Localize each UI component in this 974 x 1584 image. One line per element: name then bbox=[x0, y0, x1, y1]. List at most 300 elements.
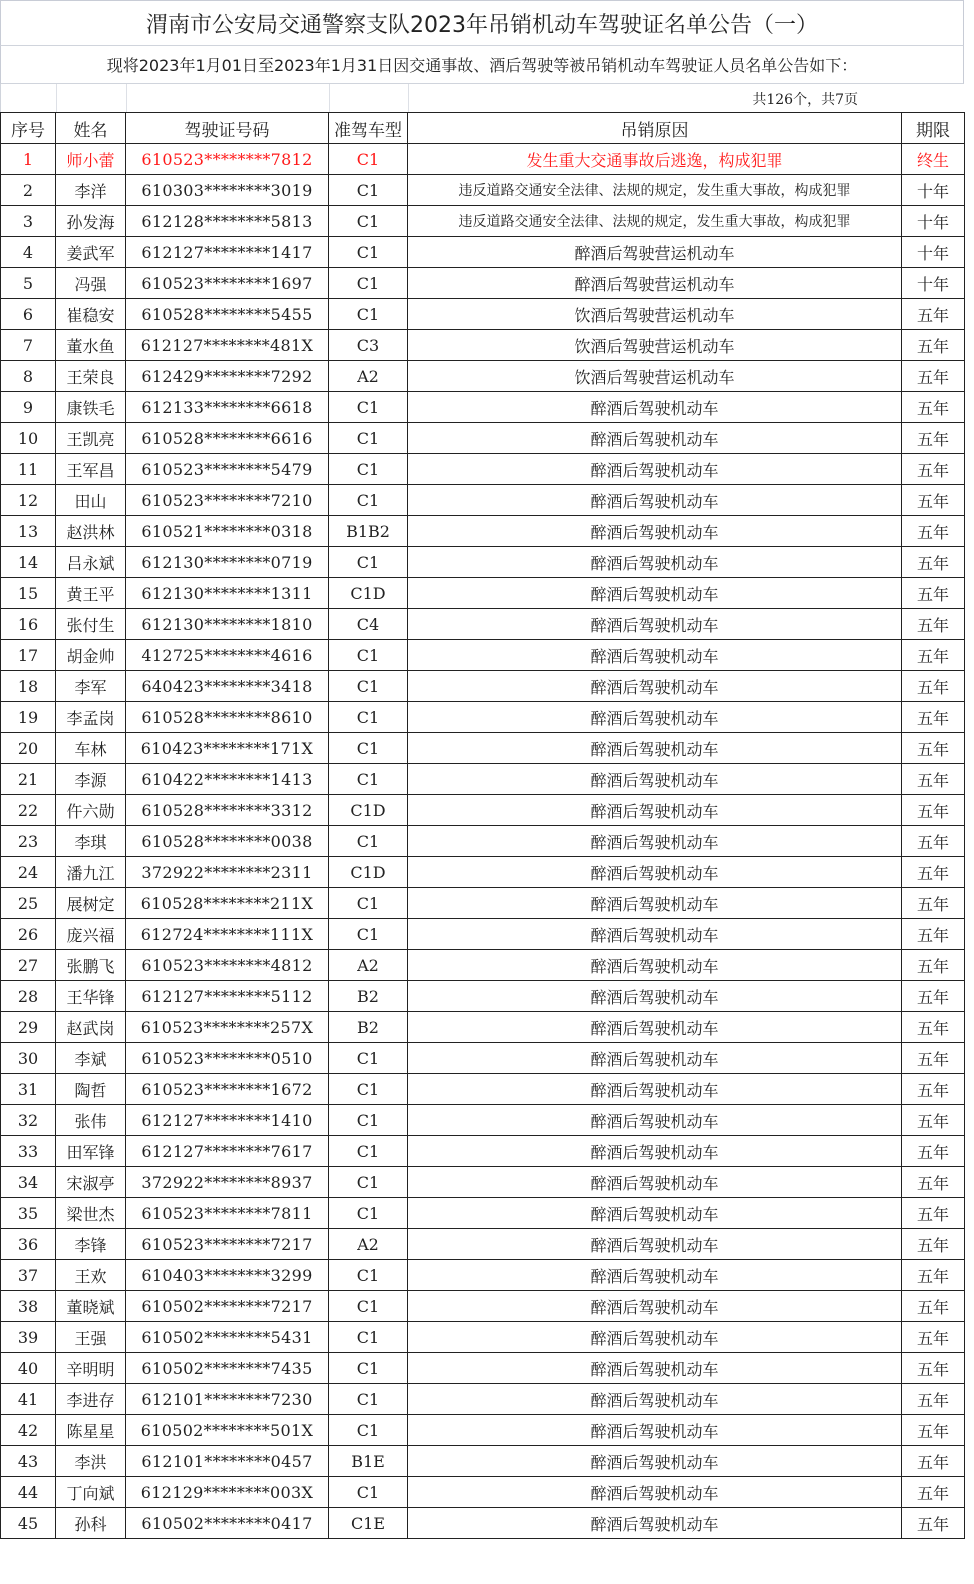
cell-vehicle-class: C1 bbox=[329, 1074, 408, 1105]
cell-license-number: 610528********211X bbox=[126, 888, 329, 919]
cell-reason: 醉酒后驾驶机动车 bbox=[408, 516, 902, 547]
cell-license-number: 372922********8937 bbox=[126, 1167, 329, 1198]
cell-reason: 醉酒后驾驶机动车 bbox=[408, 1384, 902, 1415]
cell-license-number: 610523********7217 bbox=[126, 1229, 329, 1260]
cell-index: 37 bbox=[1, 1260, 56, 1291]
cell-vehicle-class: C1D bbox=[329, 857, 408, 888]
cell-license-number: 612101********7230 bbox=[126, 1384, 329, 1415]
table-row bbox=[1, 671, 965, 702]
header-index: 序号 bbox=[1, 113, 56, 144]
cell-license-number: 610502********0417 bbox=[126, 1508, 329, 1539]
cell-duration: 五年 bbox=[902, 950, 965, 981]
cell-vehicle-class: C1 bbox=[329, 268, 408, 299]
cell-reason: 醉酒后驾驶机动车 bbox=[408, 609, 902, 640]
revocation-table bbox=[0, 112, 965, 1539]
cell-name: 李斌 bbox=[56, 1043, 126, 1074]
table-row bbox=[1, 206, 965, 237]
header-vehicle-class: 准驾车型 bbox=[329, 113, 408, 144]
cell-vehicle-class: C1 bbox=[329, 144, 408, 175]
cell-reason: 醉酒后驾驶机动车 bbox=[408, 1322, 902, 1353]
table-row bbox=[1, 609, 965, 640]
cell-name: 董水鱼 bbox=[56, 330, 126, 361]
cell-license-number: 610528********8610 bbox=[126, 702, 329, 733]
cell-license-number: 612101********0457 bbox=[126, 1446, 329, 1477]
cell-reason: 违反道路交通安全法律、法规的规定，发生重大事故，构成犯罪 bbox=[408, 206, 902, 237]
cell-reason: 饮酒后驾驶营运机动车 bbox=[408, 361, 902, 392]
cell-license-number: 612429********7292 bbox=[126, 361, 329, 392]
cell-reason: 醉酒后驾驶机动车 bbox=[408, 547, 902, 578]
cell-license-number: 610423********171X bbox=[126, 733, 329, 764]
cell-duration: 五年 bbox=[902, 671, 965, 702]
cell-reason: 醉酒后驾驶机动车 bbox=[408, 764, 902, 795]
cell-name: 王欢 bbox=[56, 1260, 126, 1291]
cell-name: 黄王平 bbox=[56, 578, 126, 609]
cell-reason: 醉酒后驾驶营运机动车 bbox=[408, 237, 902, 268]
cell-reason: 醉酒后驾驶机动车 bbox=[408, 1043, 902, 1074]
cell-reason: 醉酒后驾驶机动车 bbox=[408, 950, 902, 981]
cell-vehicle-class: C1 bbox=[329, 1384, 408, 1415]
cell-vehicle-class: C1 bbox=[329, 1415, 408, 1446]
table-row bbox=[1, 950, 965, 981]
cell-index: 9 bbox=[1, 392, 56, 423]
table-row bbox=[1, 330, 965, 361]
cell-duration: 五年 bbox=[902, 919, 965, 950]
cell-duration: 五年 bbox=[902, 1477, 965, 1508]
cell-license-number: 412725********4616 bbox=[126, 640, 329, 671]
table-header bbox=[1, 113, 965, 144]
cell-name: 张伟 bbox=[56, 1105, 126, 1136]
cell-reason: 醉酒后驾驶机动车 bbox=[408, 1291, 902, 1322]
table-row bbox=[1, 1167, 965, 1198]
cell-license-number: 612130********1311 bbox=[126, 578, 329, 609]
cell-name: 陈星星 bbox=[56, 1415, 126, 1446]
cell-duration: 五年 bbox=[902, 640, 965, 671]
cell-reason: 醉酒后驾驶机动车 bbox=[408, 1508, 902, 1539]
cell-name: 陶哲 bbox=[56, 1074, 126, 1105]
header-reason: 吊销原因 bbox=[408, 113, 902, 144]
cell-license-number: 610523********5479 bbox=[126, 454, 329, 485]
table-row bbox=[1, 1043, 965, 1074]
cell-index: 15 bbox=[1, 578, 56, 609]
cell-license-number: 612127********7617 bbox=[126, 1136, 329, 1167]
cell-license-number: 612127********5112 bbox=[126, 981, 329, 1012]
cell-duration: 五年 bbox=[902, 454, 965, 485]
cell-index: 44 bbox=[1, 1477, 56, 1508]
cell-duration: 五年 bbox=[902, 361, 965, 392]
cell-duration: 五年 bbox=[902, 1167, 965, 1198]
table-row bbox=[1, 144, 965, 175]
cell-name: 崔稳安 bbox=[56, 299, 126, 330]
cell-index: 13 bbox=[1, 516, 56, 547]
cell-duration: 五年 bbox=[902, 1260, 965, 1291]
cell-vehicle-class: C1 bbox=[329, 299, 408, 330]
cell-name: 王凯亮 bbox=[56, 423, 126, 454]
header-license-number: 驾驶证号码 bbox=[126, 113, 329, 144]
cell-name: 梁世杰 bbox=[56, 1198, 126, 1229]
table-row bbox=[1, 857, 965, 888]
cell-vehicle-class: B1B2 bbox=[329, 516, 408, 547]
cell-license-number: 610523********1672 bbox=[126, 1074, 329, 1105]
cell-reason: 醉酒后驾驶机动车 bbox=[408, 1477, 902, 1508]
cell-vehicle-class: C1 bbox=[329, 1291, 408, 1322]
cell-reason: 醉酒后驾驶机动车 bbox=[408, 1260, 902, 1291]
cell-vehicle-class: C1D bbox=[329, 578, 408, 609]
cell-duration: 五年 bbox=[902, 516, 965, 547]
table-row bbox=[1, 392, 965, 423]
table-row bbox=[1, 1477, 965, 1508]
cell-duration: 五年 bbox=[902, 1043, 965, 1074]
table-row bbox=[1, 516, 965, 547]
cell-name: 仵六勋 bbox=[56, 795, 126, 826]
cell-index: 41 bbox=[1, 1384, 56, 1415]
cell-vehicle-class: C1 bbox=[329, 392, 408, 423]
cell-name: 李锋 bbox=[56, 1229, 126, 1260]
cell-reason: 醉酒后驾驶机动车 bbox=[408, 733, 902, 764]
cell-index: 22 bbox=[1, 795, 56, 826]
cell-reason: 醉酒后驾驶机动车 bbox=[408, 454, 902, 485]
subtitle: 现将2023年1月01日至2023年1月31日因交通事故、酒后驾驶等被吊销机动车驾驶证人员名单公告如下： bbox=[0, 46, 964, 84]
cell-vehicle-class: C1 bbox=[329, 826, 408, 857]
cell-vehicle-class: C1 bbox=[329, 485, 408, 516]
table-row bbox=[1, 1291, 965, 1322]
table-row bbox=[1, 361, 965, 392]
cell-name: 辛明明 bbox=[56, 1353, 126, 1384]
table-row bbox=[1, 1074, 965, 1105]
cell-index: 11 bbox=[1, 454, 56, 485]
cell-name: 庞兴福 bbox=[56, 919, 126, 950]
cell-index: 25 bbox=[1, 888, 56, 919]
cell-name: 李琪 bbox=[56, 826, 126, 857]
cell-reason: 醉酒后驾驶机动车 bbox=[408, 423, 902, 454]
cell-reason: 醉酒后驾驶机动车 bbox=[408, 1415, 902, 1446]
cell-index: 36 bbox=[1, 1229, 56, 1260]
table-row bbox=[1, 1446, 965, 1477]
table-row bbox=[1, 1012, 965, 1043]
cell-name: 李孟岗 bbox=[56, 702, 126, 733]
cell-license-number: 612127********1410 bbox=[126, 1105, 329, 1136]
cell-index: 31 bbox=[1, 1074, 56, 1105]
cell-license-number: 610403********3299 bbox=[126, 1260, 329, 1291]
table-row bbox=[1, 237, 965, 268]
cell-name: 王荣良 bbox=[56, 361, 126, 392]
cell-reason: 醉酒后驾驶机动车 bbox=[408, 1136, 902, 1167]
cell-vehicle-class: C1 bbox=[329, 1260, 408, 1291]
table-row bbox=[1, 795, 965, 826]
cell-license-number: 612133********6618 bbox=[126, 392, 329, 423]
cell-duration: 五年 bbox=[902, 733, 965, 764]
cell-reason: 醉酒后驾驶营运机动车 bbox=[408, 268, 902, 299]
cell-license-number: 640423********3418 bbox=[126, 671, 329, 702]
cell-name: 赵武岗 bbox=[56, 1012, 126, 1043]
cell-duration: 五年 bbox=[902, 1074, 965, 1105]
cell-index: 26 bbox=[1, 919, 56, 950]
cell-index: 2 bbox=[1, 175, 56, 206]
cell-name: 张鹏飞 bbox=[56, 950, 126, 981]
cell-license-number: 612128********5813 bbox=[126, 206, 329, 237]
cell-reason: 醉酒后驾驶机动车 bbox=[408, 1353, 902, 1384]
cell-reason: 醉酒后驾驶机动车 bbox=[408, 857, 902, 888]
cell-name: 孙科 bbox=[56, 1508, 126, 1539]
cell-index: 34 bbox=[1, 1167, 56, 1198]
cell-vehicle-class: C1 bbox=[329, 1477, 408, 1508]
cell-duration: 五年 bbox=[902, 1105, 965, 1136]
cell-duration: 五年 bbox=[902, 485, 965, 516]
cell-name: 董晓斌 bbox=[56, 1291, 126, 1322]
table-row bbox=[1, 485, 965, 516]
cell-duration: 终生 bbox=[902, 144, 965, 175]
cell-name: 康铁毛 bbox=[56, 392, 126, 423]
cell-duration: 五年 bbox=[902, 981, 965, 1012]
cell-reason: 醉酒后驾驶机动车 bbox=[408, 1198, 902, 1229]
cell-duration: 五年 bbox=[902, 888, 965, 919]
cell-vehicle-class: B2 bbox=[329, 981, 408, 1012]
cell-name: 姜武军 bbox=[56, 237, 126, 268]
cell-index: 5 bbox=[1, 268, 56, 299]
cell-duration: 五年 bbox=[902, 1198, 965, 1229]
cell-reason: 醉酒后驾驶机动车 bbox=[408, 826, 902, 857]
cell-vehicle-class: C1 bbox=[329, 888, 408, 919]
cell-duration: 五年 bbox=[902, 1136, 965, 1167]
cell-name: 田山 bbox=[56, 485, 126, 516]
table-row bbox=[1, 268, 965, 299]
cell-index: 28 bbox=[1, 981, 56, 1012]
table-row bbox=[1, 733, 965, 764]
cell-index: 1 bbox=[1, 144, 56, 175]
cell-reason: 醉酒后驾驶机动车 bbox=[408, 671, 902, 702]
cell-vehicle-class: C1 bbox=[329, 1167, 408, 1198]
cell-reason: 醉酒后驾驶机动车 bbox=[408, 888, 902, 919]
cell-index: 45 bbox=[1, 1508, 56, 1539]
cell-name: 李洪 bbox=[56, 1446, 126, 1477]
cell-license-number: 612130********1810 bbox=[126, 609, 329, 640]
cell-duration: 五年 bbox=[902, 392, 965, 423]
cell-vehicle-class: C1 bbox=[329, 640, 408, 671]
table-row bbox=[1, 1260, 965, 1291]
cell-reason: 醉酒后驾驶机动车 bbox=[408, 981, 902, 1012]
cell-duration: 十年 bbox=[902, 268, 965, 299]
table-row bbox=[1, 454, 965, 485]
cell-name: 田军锋 bbox=[56, 1136, 126, 1167]
cell-license-number: 610303********3019 bbox=[126, 175, 329, 206]
cell-index: 7 bbox=[1, 330, 56, 361]
cell-name: 孙发海 bbox=[56, 206, 126, 237]
cell-vehicle-class: B1E bbox=[329, 1446, 408, 1477]
cell-vehicle-class: C1 bbox=[329, 206, 408, 237]
cell-duration: 五年 bbox=[902, 1508, 965, 1539]
cell-index: 38 bbox=[1, 1291, 56, 1322]
table-row bbox=[1, 175, 965, 206]
cell-name: 李进存 bbox=[56, 1384, 126, 1415]
cell-vehicle-class: C1 bbox=[329, 733, 408, 764]
cell-license-number: 610502********501X bbox=[126, 1415, 329, 1446]
cell-vehicle-class: C1 bbox=[329, 1136, 408, 1167]
cell-vehicle-class: C1 bbox=[329, 671, 408, 702]
cell-index: 10 bbox=[1, 423, 56, 454]
cell-name: 王强 bbox=[56, 1322, 126, 1353]
table-row bbox=[1, 1353, 965, 1384]
cell-duration: 五年 bbox=[902, 857, 965, 888]
table-row bbox=[1, 1508, 965, 1539]
cell-name: 李源 bbox=[56, 764, 126, 795]
cell-name: 宋淑亭 bbox=[56, 1167, 126, 1198]
header-name: 姓名 bbox=[56, 113, 126, 144]
cell-duration: 五年 bbox=[902, 423, 965, 454]
cell-index: 14 bbox=[1, 547, 56, 578]
cell-vehicle-class: C1 bbox=[329, 1198, 408, 1229]
cell-reason: 醉酒后驾驶机动车 bbox=[408, 392, 902, 423]
table-row bbox=[1, 981, 965, 1012]
table-row bbox=[1, 1136, 965, 1167]
cell-duration: 五年 bbox=[902, 1012, 965, 1043]
cell-duration: 五年 bbox=[902, 795, 965, 826]
cell-license-number: 610523********257X bbox=[126, 1012, 329, 1043]
cell-reason: 醉酒后驾驶机动车 bbox=[408, 578, 902, 609]
cell-reason: 醉酒后驾驶机动车 bbox=[408, 1012, 902, 1043]
cell-reason: 醉酒后驾驶机动车 bbox=[408, 485, 902, 516]
cell-license-number: 610523********0510 bbox=[126, 1043, 329, 1074]
cell-vehicle-class: C1 bbox=[329, 1353, 408, 1384]
table-row bbox=[1, 826, 965, 857]
cell-name: 丁向斌 bbox=[56, 1477, 126, 1508]
cell-vehicle-class: C1 bbox=[329, 919, 408, 950]
cell-vehicle-class: C4 bbox=[329, 609, 408, 640]
cell-index: 21 bbox=[1, 764, 56, 795]
cell-duration: 十年 bbox=[902, 175, 965, 206]
table-row bbox=[1, 702, 965, 733]
cell-duration: 五年 bbox=[902, 1322, 965, 1353]
cell-vehicle-class: C1 bbox=[329, 702, 408, 733]
cell-license-number: 612130********0719 bbox=[126, 547, 329, 578]
cell-license-number: 610521********0318 bbox=[126, 516, 329, 547]
cell-vehicle-class: C1 bbox=[329, 454, 408, 485]
cell-license-number: 610528********6616 bbox=[126, 423, 329, 454]
table-row bbox=[1, 764, 965, 795]
cell-reason: 饮酒后驾驶营运机动车 bbox=[408, 299, 902, 330]
table-row bbox=[1, 1198, 965, 1229]
cell-license-number: 612724********111X bbox=[126, 919, 329, 950]
cell-index: 30 bbox=[1, 1043, 56, 1074]
table-row bbox=[1, 1322, 965, 1353]
table-row bbox=[1, 299, 965, 330]
cell-duration: 五年 bbox=[902, 578, 965, 609]
cell-vehicle-class: C1 bbox=[329, 1322, 408, 1353]
cell-name: 李军 bbox=[56, 671, 126, 702]
cell-vehicle-class: C1 bbox=[329, 423, 408, 454]
cell-vehicle-class: C1D bbox=[329, 795, 408, 826]
cell-duration: 五年 bbox=[902, 330, 965, 361]
table-row bbox=[1, 423, 965, 454]
table-row bbox=[1, 1229, 965, 1260]
cell-index: 4 bbox=[1, 237, 56, 268]
cell-reason: 醉酒后驾驶机动车 bbox=[408, 640, 902, 671]
cell-index: 27 bbox=[1, 950, 56, 981]
cell-duration: 五年 bbox=[902, 1353, 965, 1384]
cell-reason: 醉酒后驾驶机动车 bbox=[408, 1446, 902, 1477]
cell-duration: 十年 bbox=[902, 206, 965, 237]
cell-name: 师小蕾 bbox=[56, 144, 126, 175]
cell-license-number: 612127********1417 bbox=[126, 237, 329, 268]
cell-index: 8 bbox=[1, 361, 56, 392]
cell-name: 赵洪林 bbox=[56, 516, 126, 547]
cell-name: 车林 bbox=[56, 733, 126, 764]
cell-vehicle-class: C1 bbox=[329, 175, 408, 206]
cell-name: 张付生 bbox=[56, 609, 126, 640]
cell-name: 冯强 bbox=[56, 268, 126, 299]
table-row bbox=[1, 547, 965, 578]
cell-duration: 五年 bbox=[902, 547, 965, 578]
cell-license-number: 610528********5455 bbox=[126, 299, 329, 330]
cell-vehicle-class: A2 bbox=[329, 950, 408, 981]
cell-index: 29 bbox=[1, 1012, 56, 1043]
cell-vehicle-class: C3 bbox=[329, 330, 408, 361]
cell-license-number: 610528********3312 bbox=[126, 795, 329, 826]
cell-duration: 五年 bbox=[902, 1446, 965, 1477]
cell-duration: 五年 bbox=[902, 702, 965, 733]
cell-vehicle-class: A2 bbox=[329, 361, 408, 392]
table-row bbox=[1, 919, 965, 950]
cell-duration: 五年 bbox=[902, 1291, 965, 1322]
cell-reason: 醉酒后驾驶机动车 bbox=[408, 1074, 902, 1105]
cell-license-number: 612127********481X bbox=[126, 330, 329, 361]
count-row bbox=[0, 84, 964, 112]
cell-license-number: 610528********0038 bbox=[126, 826, 329, 857]
cell-vehicle-class: C1E bbox=[329, 1508, 408, 1539]
cell-index: 18 bbox=[1, 671, 56, 702]
cell-reason: 醉酒后驾驶机动车 bbox=[408, 795, 902, 826]
cell-reason: 醉酒后驾驶机动车 bbox=[408, 1167, 902, 1198]
cell-index: 33 bbox=[1, 1136, 56, 1167]
cell-duration: 五年 bbox=[902, 1229, 965, 1260]
cell-vehicle-class: C1 bbox=[329, 1043, 408, 1074]
cell-name: 展树定 bbox=[56, 888, 126, 919]
cell-duration: 五年 bbox=[902, 299, 965, 330]
cell-reason: 饮酒后驾驶营运机动车 bbox=[408, 330, 902, 361]
cell-reason: 醉酒后驾驶机动车 bbox=[408, 702, 902, 733]
cell-duration: 五年 bbox=[902, 609, 965, 640]
table-row bbox=[1, 1105, 965, 1136]
cell-license-number: 610523********1697 bbox=[126, 268, 329, 299]
table-row bbox=[1, 578, 965, 609]
cell-reason: 违反道路交通安全法律、法规的规定，发生重大事故，构成犯罪 bbox=[408, 175, 902, 206]
cell-index: 17 bbox=[1, 640, 56, 671]
page-title: 渭南市公安局交通警察支队2023年吊销机动车驾驶证名单公告（一） bbox=[0, 0, 964, 46]
cell-license-number: 610502********5431 bbox=[126, 1322, 329, 1353]
cell-name: 李洋 bbox=[56, 175, 126, 206]
cell-index: 39 bbox=[1, 1322, 56, 1353]
cell-name: 王华锋 bbox=[56, 981, 126, 1012]
record-count: 共126个，共7页 bbox=[752, 92, 858, 108]
cell-license-number: 610523********7811 bbox=[126, 1198, 329, 1229]
cell-name: 吕永斌 bbox=[56, 547, 126, 578]
cell-index: 3 bbox=[1, 206, 56, 237]
cell-index: 32 bbox=[1, 1105, 56, 1136]
cell-duration: 五年 bbox=[902, 826, 965, 857]
cell-duration: 五年 bbox=[902, 1384, 965, 1415]
cell-index: 35 bbox=[1, 1198, 56, 1229]
cell-vehicle-class: C1 bbox=[329, 764, 408, 795]
cell-license-number: 610502********7217 bbox=[126, 1291, 329, 1322]
table-row bbox=[1, 888, 965, 919]
cell-index: 6 bbox=[1, 299, 56, 330]
cell-name: 王军昌 bbox=[56, 454, 126, 485]
table-row bbox=[1, 640, 965, 671]
cell-license-number: 610422********1413 bbox=[126, 764, 329, 795]
cell-vehicle-class: C1 bbox=[329, 1105, 408, 1136]
cell-vehicle-class: B2 bbox=[329, 1012, 408, 1043]
cell-license-number: 610502********7435 bbox=[126, 1353, 329, 1384]
cell-duration: 十年 bbox=[902, 237, 965, 268]
cell-license-number: 610523********4812 bbox=[126, 950, 329, 981]
